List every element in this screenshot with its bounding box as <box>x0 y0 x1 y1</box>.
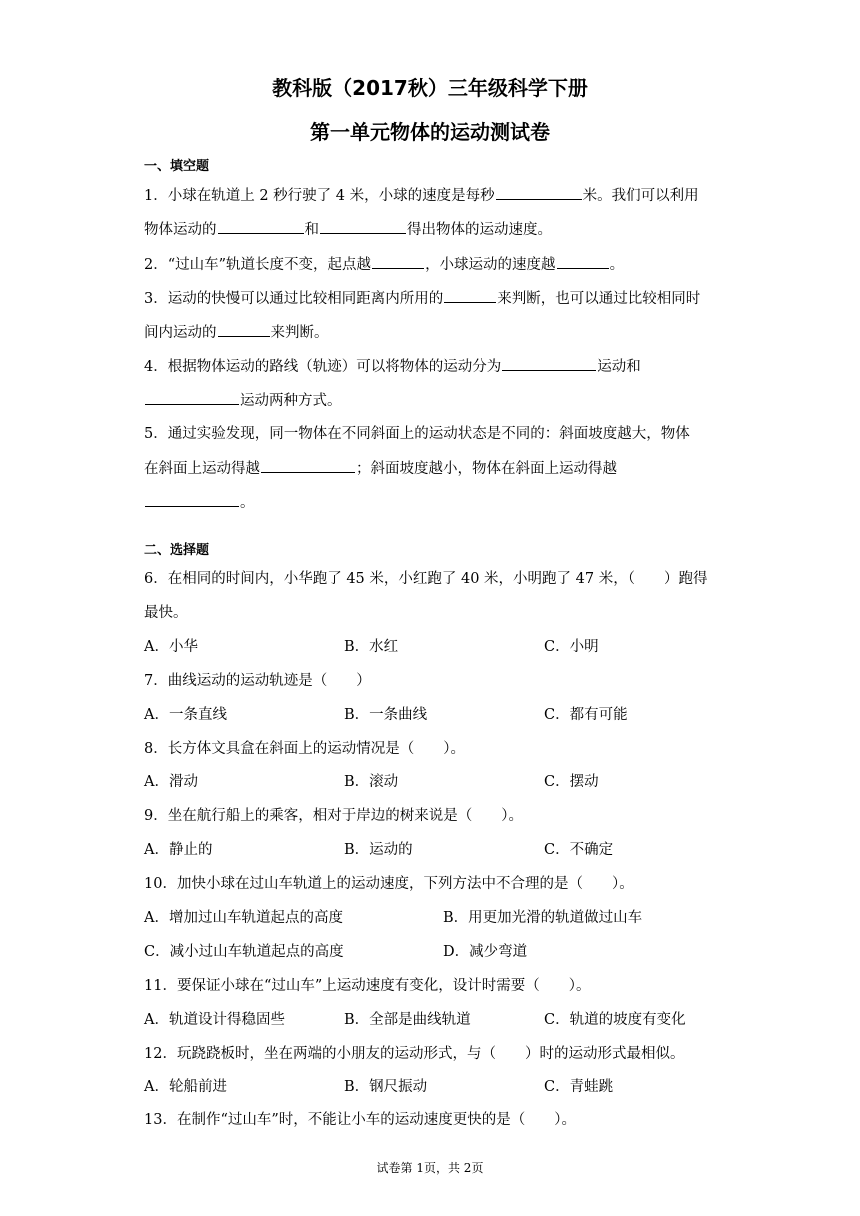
answer-blank[interactable] <box>372 254 424 269</box>
exam-title: 教科版（2017秋）三年级科学下册 <box>272 76 588 100</box>
question-8-option-b[interactable]: B．滚动 <box>344 774 399 790</box>
question-8-stem: 8．长方体文具盒在斜面上的运动情况是（ ）。 <box>144 741 465 757</box>
answer-blank[interactable] <box>557 254 609 269</box>
question-2: 2．“过山车”轨道长度不变，起点越 ，小球运动的速度越 。 <box>144 254 724 275</box>
question-12-option-c[interactable]: C．青蛙跳 <box>544 1079 614 1095</box>
question-10-option-b[interactable]: B．用更加光滑的轨道做过山车 <box>443 910 643 926</box>
question-11-stem: 11．要保证小球在“过山车”上运动速度有变化，设计时需要（ ）。 <box>144 978 591 994</box>
question-5-line-1: 5．通过实验发现，同一物体在不同斜面上的运动状态是不同的：斜面坡度越大，物体 <box>144 426 690 442</box>
question-10-stem: 10．加快小球在过山车轨道上的运动速度，下列方法中不合理的是（ ）。 <box>144 876 634 892</box>
question-11-option-b[interactable]: B．全部是曲线轨道 <box>344 1012 471 1028</box>
question-11-option-c[interactable]: C．轨道的坡度有变化 <box>544 1012 686 1028</box>
question-7-stem: 7．曲线运动的运动轨迹是（ ） <box>144 673 371 689</box>
question-6-stem: 6．在相同的时间内，小华跑了 45 米，小红跑了 40 米，小明跑了 47 米，（ ）跑得 <box>144 571 708 587</box>
answer-blank[interactable] <box>444 288 496 303</box>
question-10-option-a[interactable]: A．增加过山车轨道起点的高度 <box>144 910 343 926</box>
question-6-stem-2: 最快。 <box>144 605 188 621</box>
question-11-option-a[interactable]: A．轨道设计得稳固些 <box>144 1012 285 1028</box>
question-12-option-a[interactable]: A．轮船前进 <box>144 1079 227 1095</box>
question-1-line-1: 1．小球在轨道上 2 秒行驶了 4 米，小球的速度是每秒 米。我们可以利用 <box>144 185 724 206</box>
question-6-option-c[interactable]: C．小明 <box>544 639 599 655</box>
question-6-option-a[interactable]: A．小华 <box>144 639 198 655</box>
question-12-option-b[interactable]: B．钢尺振动 <box>344 1079 428 1095</box>
question-7-option-b[interactable]: B．一条曲线 <box>344 707 428 723</box>
answer-blank[interactable] <box>502 356 596 371</box>
section-fill-in-blank: 一、填空题 <box>144 159 210 174</box>
question-6-option-b[interactable]: B．水红 <box>344 639 399 655</box>
answer-blank[interactable] <box>218 219 304 234</box>
answer-blank[interactable] <box>496 185 582 200</box>
question-5-line-3: 。 <box>144 492 724 513</box>
question-9-stem: 9．坐在航行船上的乘客，相对于岸边的树来说是（ ）。 <box>144 808 523 824</box>
exam-subtitle: 第一单元物体的运动测试卷 <box>310 120 550 144</box>
question-5-line-2: 在斜面上运动得越 ；斜面坡度越小，物体在斜面上运动得越 <box>144 458 724 479</box>
answer-blank[interactable] <box>145 492 239 507</box>
question-9-option-c[interactable]: C．不确定 <box>544 842 614 858</box>
question-7-option-c[interactable]: C．都有可能 <box>544 707 628 723</box>
question-3-line-1: 3．运动的快慢可以通过比较相同距离内所用的 来判断，也可以通过比较相同时 <box>144 288 724 309</box>
question-7-option-a[interactable]: A．一条直线 <box>144 707 227 723</box>
answer-blank[interactable] <box>261 458 355 473</box>
question-12-stem: 12．玩跷跷板时，坐在两端的小朋友的运动形式，与（ ）时的运动形式最相似。 <box>144 1046 685 1062</box>
question-10-option-d[interactable]: D．减少弯道 <box>443 944 528 960</box>
answer-blank[interactable] <box>145 390 239 405</box>
answer-blank[interactable] <box>218 322 270 337</box>
question-13-stem: 13．在制作“过山车”时，不能让小车的运动速度更快的是（ ）。 <box>144 1112 577 1128</box>
question-1-line-2: 物体运动的 和 得出物体的运动速度。 <box>144 219 724 240</box>
question-4-line-2: 运动两种方式。 <box>144 390 724 411</box>
question-9-option-a[interactable]: A．静止的 <box>144 842 213 858</box>
answer-blank[interactable] <box>320 219 406 234</box>
page-footer: 试卷第 1页，共 2页 <box>376 1161 484 1175</box>
question-9-option-b[interactable]: B．运动的 <box>344 842 413 858</box>
question-8-option-c[interactable]: C．摆动 <box>544 774 599 790</box>
question-3-line-2: 间内运动的 来判断。 <box>144 322 724 343</box>
question-8-option-a[interactable]: A．滑动 <box>144 774 198 790</box>
question-10-option-c[interactable]: C．减小过山车轨道起点的高度 <box>144 944 344 960</box>
section-multiple-choice: 二、选择题 <box>144 543 210 558</box>
question-4-line-1: 4．根据物体运动的路线（轨迹）可以将物体的运动分为 运动和 <box>144 356 724 377</box>
